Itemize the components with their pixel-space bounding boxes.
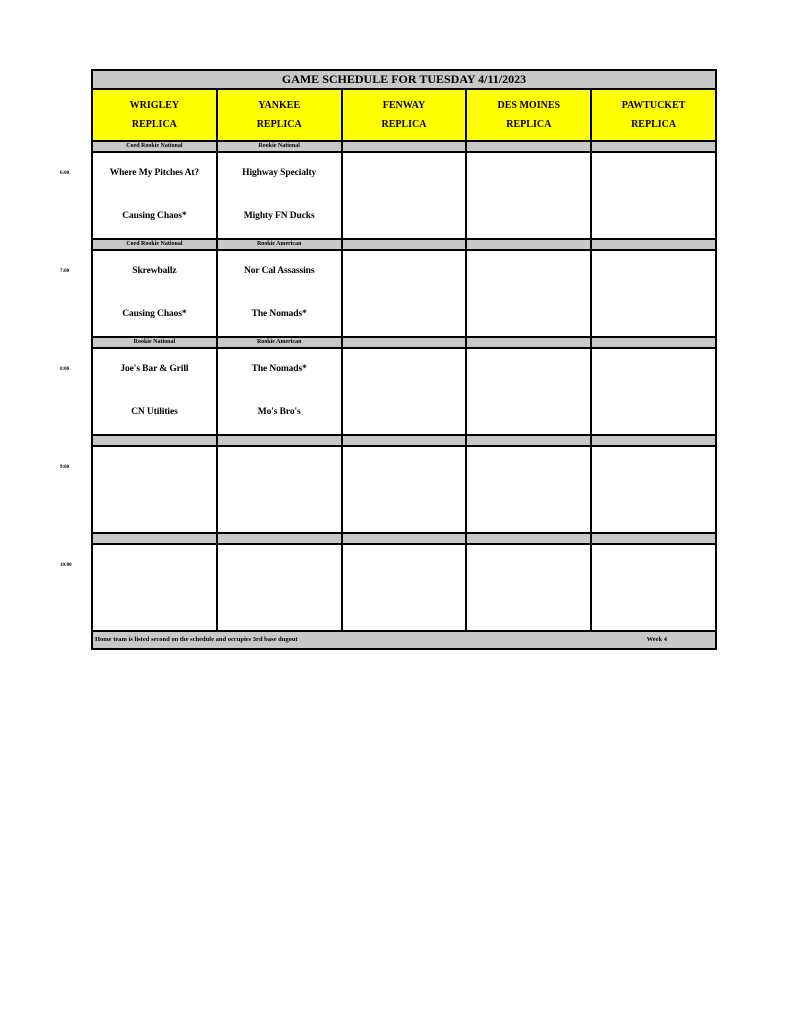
division-row [93,534,715,545]
home-team: Causing Chaos* [122,211,187,221]
field-subtitle: REPLICA [131,119,177,130]
division-label [93,534,218,543]
home-team: Mighty FN Ducks [243,211,315,221]
games-row [93,153,715,240]
game-cell [343,349,468,434]
division-label: Rookie American [218,338,343,347]
week-label: Week 4 [646,636,667,643]
division-label [343,534,468,543]
division-row [93,338,715,349]
game-cell [93,545,218,630]
game-cell [592,349,715,434]
time-slots [93,142,715,632]
game-cell [467,153,592,238]
division-label [343,338,468,347]
field-name: FENWAY [382,100,426,111]
field-subtitle: REPLICA [506,119,552,130]
game-cell [467,251,592,336]
game-cell [218,153,343,238]
division-label [467,534,592,543]
away-team: Where My Pitches At? [109,168,200,178]
game-cell [93,251,218,336]
division-label [343,142,468,151]
division-row [93,436,715,447]
division-label [467,240,592,249]
field-header-fenway [343,90,468,140]
schedule-title: GAME SCHEDULE FOR TUESDAY 4/11/2023 [93,71,715,90]
field-subtitle: REPLICA [256,119,302,130]
field-name: PAWTUCKET [621,100,686,111]
game-cell [343,545,468,630]
game-cell [592,545,715,630]
away-team: Highway Specialty [242,168,317,178]
game-cell [93,447,218,532]
time-label: 8:00 [60,367,70,372]
division-row [93,240,715,251]
games-row [93,251,715,338]
home-team: The Nomads* [251,309,307,319]
game-cell [218,251,343,336]
away-team: The Nomads* [251,364,307,374]
games-row [93,447,715,534]
home-team-note: Home team is listed second on the schedule and occupies 3rd base dugout [95,636,298,643]
game-cell [93,349,218,434]
division-label: Coed Rookie National [93,240,218,249]
game-cell [343,447,468,532]
field-name: WRIGLEY [129,100,180,111]
game-cell [592,251,715,336]
game-cell [218,349,343,434]
division-label [467,338,592,347]
game-cell [218,545,343,630]
home-team: CN Utilities [131,407,178,417]
away-team: Nor Cal Assassins [243,266,315,276]
division-label: Rookie National [218,142,343,151]
division-label [218,436,343,445]
division-label [592,534,715,543]
division-row [93,142,715,153]
division-label [592,240,715,249]
home-team: Mo's Bro's [257,407,301,417]
game-cell [218,447,343,532]
game-schedule-table [91,69,717,650]
game-cell [467,447,592,532]
time-label: 9:00 [60,465,70,470]
away-team: Joe's Bar & Grill [120,364,189,374]
division-label [343,240,468,249]
time-label: 6:00 [60,171,70,176]
home-team: Causing Chaos* [122,309,187,319]
game-cell [467,545,592,630]
game-cell [592,153,715,238]
field-header-row [93,90,715,142]
division-label: Rookie American [218,240,343,249]
game-cell [467,349,592,434]
division-label [592,436,715,445]
division-label [592,142,715,151]
division-label [467,436,592,445]
field-header-yankee [218,90,343,140]
game-cell [343,153,468,238]
game-cell [93,153,218,238]
time-label: 7:00 [60,269,70,274]
division-label: Rookie National [93,338,218,347]
field-subtitle: REPLICA [381,119,427,130]
field-name: DES MOINES [497,100,561,111]
field-header-pawtucket [592,90,715,140]
division-label [592,338,715,347]
field-header-des-moines [467,90,592,140]
division-label [467,142,592,151]
division-label [343,436,468,445]
games-row [93,545,715,632]
schedule-footer [93,632,715,648]
away-team: Skrewballz [132,266,177,276]
game-cell [343,251,468,336]
division-label [93,436,218,445]
division-label: Coed Rookie National [93,142,218,151]
time-label: 10:00 [60,563,72,568]
field-header-wrigley [93,90,218,140]
field-name: YANKEE [258,100,301,111]
field-subtitle: REPLICA [631,119,677,130]
game-cell [592,447,715,532]
games-row [93,349,715,436]
division-label [218,534,343,543]
